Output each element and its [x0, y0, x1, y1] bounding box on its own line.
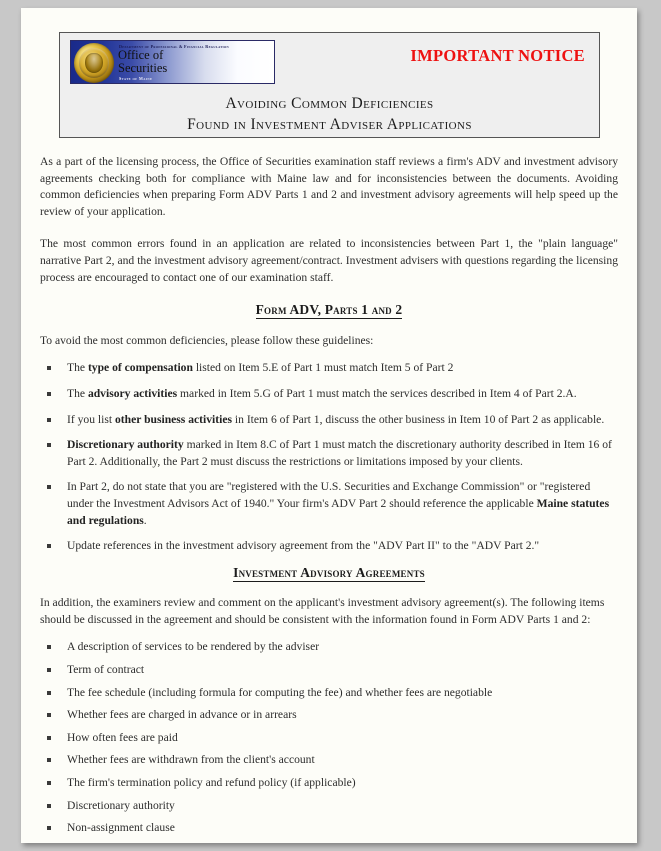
document-body [40, 154, 618, 843]
list-item: Whether fees are withdrawn from the client's account [40, 752, 618, 769]
list-item [40, 386, 618, 403]
list-item: Whether fees are charged in advance or in arrears [40, 707, 618, 724]
list-item-text: Update references in the investment advisory agreement from the "ADV Part II" to the "ADV Part 2." [67, 539, 540, 553]
intro-paragraph-2: The most common errors found in an application are related to inconsistencies between Part 1, the "plain language" narrative Part 2, and the investment advisory agreement/contract. Investment advisers with questions regarding the licensing process are encouraged to contact one of our examination staff. [40, 237, 618, 284]
section-heading-form-adv [40, 302, 618, 319]
list-item: How often fees are paid [40, 730, 618, 747]
document-title-line1: Avoiding Common Deficiencies [225, 95, 434, 112]
state-seal-icon [74, 43, 114, 83]
list-item-text: marked in Item 5.G of Part 1 must match the services described in Item 4 of Part 2.A. [177, 386, 577, 400]
list-item-text: marked in Item 8.C of Part 1 must match the discretionary authority described in Item 16 of Part 2. Additionally, the Part 2 must discuss the restrictions or limitations imposed by your clients. [67, 438, 612, 468]
section-heading-advisory-agreements [40, 565, 618, 582]
list-item-text: The [67, 361, 88, 375]
list-item [40, 412, 618, 429]
emphasis-text: type of compensation [87, 361, 193, 375]
emphasis-text: advisory activities [87, 386, 178, 400]
office-of-securities-logo [70, 40, 275, 84]
logo-title-line2: Securities [118, 60, 168, 75]
list-item: The firm's termination policy and refund policy (if applicable) [40, 775, 618, 792]
logo-title [118, 49, 167, 74]
state-seal-emblem [85, 53, 103, 73]
logo-state-line: State of Maine [119, 76, 153, 81]
form-adv-guidelines-list [40, 360, 618, 554]
list-item [40, 479, 618, 529]
document-title-line2: Found in Investment Adviser Applications [187, 116, 472, 133]
emphasis-text: other business activities [114, 412, 232, 426]
list-item-text: The [67, 386, 88, 400]
list-item: A description of services to be rendered by the adviser [40, 639, 618, 656]
section2-intro: In addition, the examiners review and comment on the applicant's investment advisory agreement(s). The following items should be discussed in the agreement and should be consistent with the information found in Form ADV Parts 1 and 2: [40, 596, 605, 626]
intro-paragraph-1: As a part of the licensing process, the Office of Securities examination staff reviews a firm's ADV and investment advisory agreements checking both for compliance with Maine law and for inconsistencies between the documents. Avoiding common deficiencies when preparing Form ADV Parts 1 and 2 and investment advisory agreements will help speed up the review of your application. [40, 155, 618, 218]
list-item: Discretionary authority [40, 798, 618, 815]
section-heading-form-adv-text: Form ADV, Parts 1 and 2 [255, 302, 403, 318]
document-title [60, 93, 599, 135]
list-item-text: In Part 2, do not state that you are "registered with the U.S. Securities and Exchange Commission" or "registered under the Investment Advisors Act of 1940." Your firm's ADV Part 2 should reference the applicable [67, 480, 591, 510]
emphasis-text: Discretionary authority [67, 438, 184, 452]
list-item: The fee schedule (including formula for computing the fee) and whether fees are negotiable [40, 685, 618, 702]
advisory-agreement-items-list [40, 639, 618, 836]
list-item [40, 437, 618, 470]
list-item-text: If you list [67, 412, 115, 426]
state-seal-inner [79, 48, 109, 78]
list-item-text: listed on Item 5.E of Part 1 must match Item 5 of Part 2 [192, 361, 454, 375]
list-item [40, 360, 618, 377]
logo-title-line1: Office of [118, 48, 164, 62]
list-item-text: in Item 6 of Part 1, discuss the other business in Item 10 of Part 2 as applicable. [232, 412, 605, 426]
section-heading-advisory-agreements-text: Investment Advisory Agreements [233, 564, 425, 580]
section1-intro: To avoid the most common deficiencies, please follow these guidelines: [40, 333, 374, 347]
list-item [40, 538, 618, 555]
important-notice-label: IMPORTANT NOTICE [410, 46, 585, 65]
list-item-text: . [143, 513, 147, 527]
logo-department-line: Department of Professional & Financial Regulation [119, 44, 229, 49]
list-item: Non-assignment clause [40, 820, 618, 837]
document-page [21, 8, 637, 843]
notice-header-box [59, 32, 600, 138]
list-item: Term of contract [40, 662, 618, 679]
emphasis-text: Maine statutes and regulations [67, 496, 610, 527]
header-top-row [60, 33, 599, 91]
